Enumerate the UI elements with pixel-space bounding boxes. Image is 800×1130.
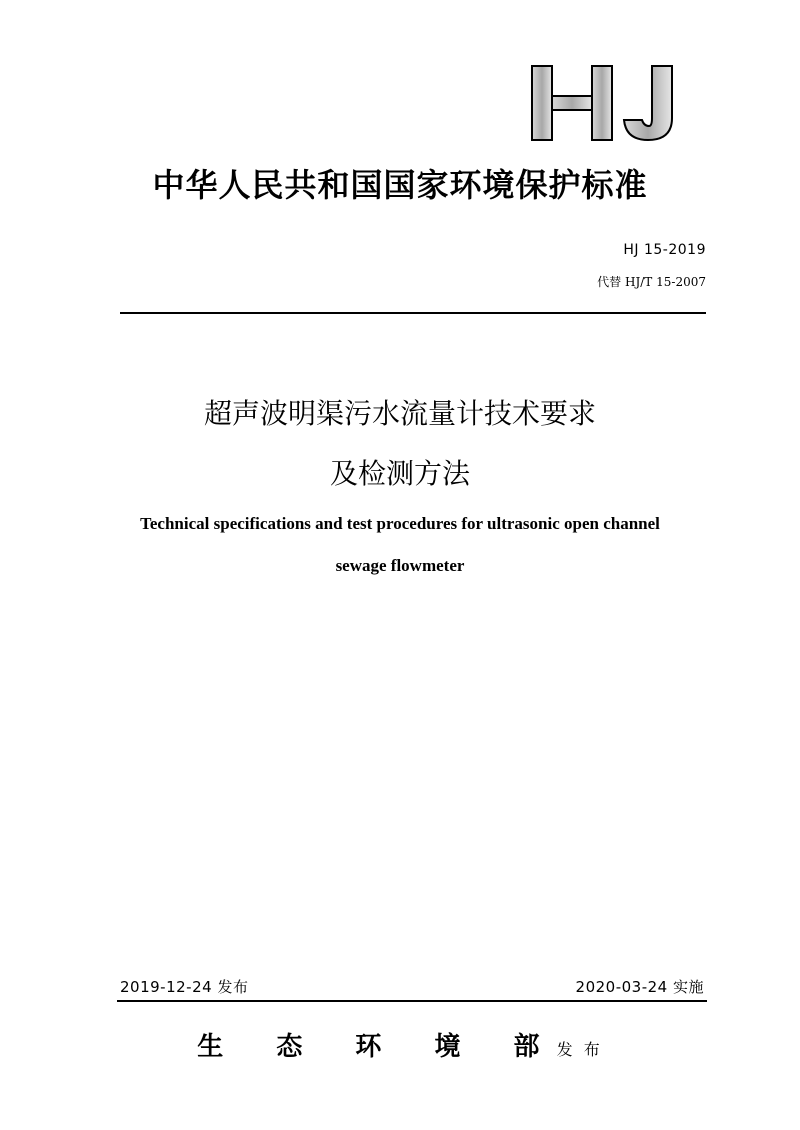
issue-date: 2019-12-24 发布: [120, 978, 249, 996]
issuing-authority: [0, 1026, 800, 1063]
ministry-name: 生 态 环 境 部: [197, 1032, 562, 1062]
top-divider: [120, 312, 706, 314]
standard-number: HJ 15-2019: [623, 242, 706, 258]
title-cn-line2: 及检测方法: [329, 457, 470, 490]
ministry-suffix: 发 布: [556, 1040, 603, 1059]
title-en-line2: sewage flowmeter: [335, 556, 465, 575]
replaces-note: 代替 HJ/T 15-2007: [597, 275, 706, 289]
title-en-line1: Technical specifications and test procedures for ultrasonic open channel: [140, 514, 660, 533]
implementation-date: 2020-03-24 实施: [575, 978, 704, 996]
title-cn-line1: 超声波明渠污水流量计技术要求: [203, 397, 596, 430]
bottom-divider: [117, 1000, 707, 1002]
org-title: 中华人民共和国国家环境保护标准: [152, 166, 648, 204]
hj-logo: [530, 64, 680, 142]
